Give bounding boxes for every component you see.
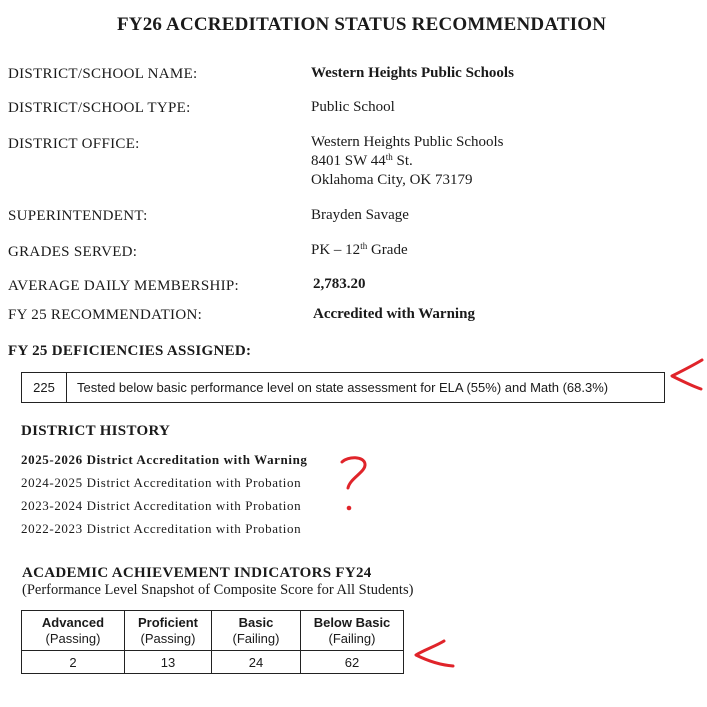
adm-value: 2,783.20	[313, 276, 366, 292]
superintendent-value: Brayden Savage	[311, 207, 409, 223]
grades-served-value: PK – 12th Grade	[311, 241, 408, 258]
history-item: 2024-2025 District Accreditation with Probation	[21, 475, 302, 490]
deficiencies-table	[21, 372, 665, 403]
value-advanced: 2	[22, 651, 125, 674]
value-proficient: 13	[125, 651, 212, 674]
col-header-proficient: Proficient (Passing)	[125, 611, 212, 651]
col-header-basic: Basic (Failing)	[212, 611, 301, 651]
deficiencies-heading: FY 25 DEFICIENCIES ASSIGNED:	[8, 343, 252, 359]
value-basic: 24	[212, 651, 301, 674]
red-arrow-mark-deficiency	[668, 356, 704, 392]
recommendation-value: Accredited with Warning	[313, 306, 475, 322]
district-office-label: DISTRICT OFFICE:	[8, 136, 140, 152]
recommendation-label: FY 25 RECOMMENDATION:	[8, 307, 203, 323]
superintendent-label: SUPERINTENDENT:	[8, 208, 148, 224]
deficiency-description: Tested below basic performance level on state assessment for ELA (55%) and Math (68.3%)	[77, 380, 609, 395]
grades-served-label: GRADES SERVED:	[8, 244, 138, 260]
history-heading: DISTRICT HISTORY	[21, 423, 171, 439]
district-type-label: DISTRICT/SCHOOL TYPE:	[8, 100, 191, 116]
district-name-value: Western Heights Public Schools	[311, 65, 514, 81]
achievement-heading: ACADEMIC ACHIEVEMENT INDICATORS FY24	[22, 565, 372, 581]
page-title: FY26 ACCREDITATION STATUS RECOMMENDATION	[117, 14, 607, 35]
red-question-mark	[336, 452, 372, 514]
district-type-value: Public School	[311, 99, 395, 115]
history-item: 2023-2024 District Accreditation with Probation	[21, 498, 302, 513]
deficiency-code: 225	[22, 373, 67, 402]
col-header-advanced: Advanced (Passing)	[22, 611, 125, 651]
history-item: 2025-2026 District Accreditation with Warning	[21, 452, 308, 467]
value-below-basic: 62	[301, 651, 404, 674]
col-header-below-basic: Below Basic (Failing)	[301, 611, 404, 651]
history-item: 2022-2023 District Accreditation with Probation	[21, 521, 302, 536]
district-office-line3: Oklahoma City, OK 73179	[311, 172, 473, 188]
achievement-subheading: (Performance Level Snapshot of Composite Score for All Students)	[22, 582, 414, 598]
district-name-label: DISTRICT/SCHOOL NAME:	[8, 66, 198, 82]
district-office-line2: 8401 SW 44th St.	[311, 152, 413, 169]
district-office-line1: Western Heights Public Schools	[311, 134, 504, 150]
achievement-table	[21, 610, 404, 674]
red-arrow-mark-achievement	[412, 638, 456, 672]
adm-label: AVERAGE DAILY MEMBERSHIP:	[8, 278, 240, 294]
